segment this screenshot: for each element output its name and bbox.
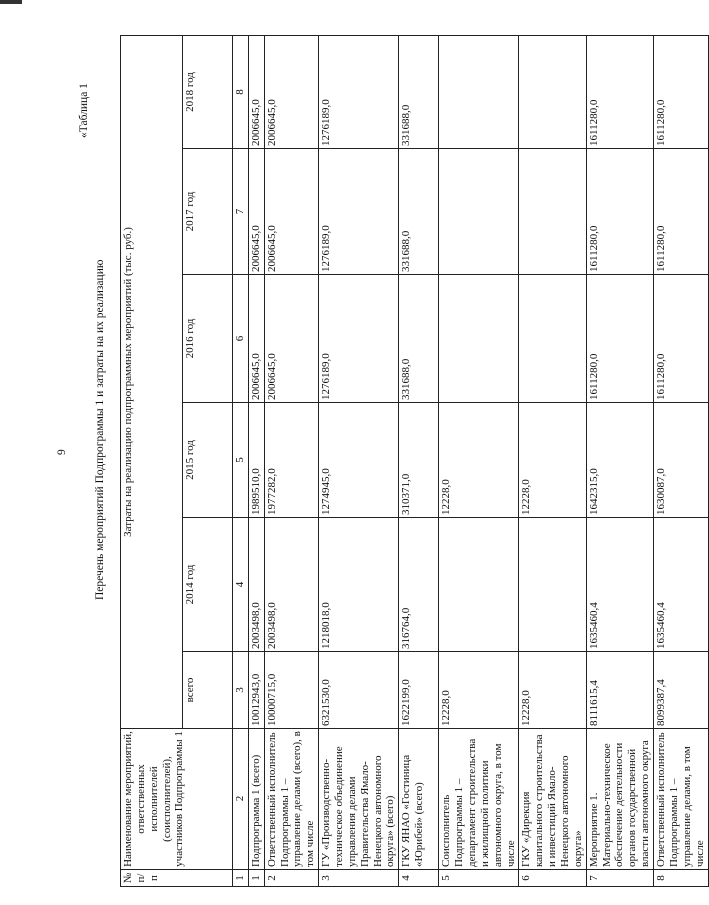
row-2014: 316764,0: [399, 518, 439, 652]
row-2018: 2006645,0: [264, 35, 318, 148]
row-2014: 2003498,0: [264, 518, 318, 652]
row-2014: 1635460,4: [654, 518, 708, 652]
row-2017: [439, 149, 519, 275]
row-2015: 310371,0: [399, 403, 439, 518]
row-2018: [519, 35, 586, 148]
row-no: 4: [399, 870, 439, 887]
table-row: [439, 35, 519, 886]
row-name: Подпрограмма 1 (всего): [248, 729, 264, 870]
row-no: 3: [319, 870, 399, 887]
row-no: 8: [654, 870, 708, 887]
header-total: всего: [183, 652, 233, 729]
table-row: [264, 35, 318, 886]
row-name: ГУ «Производственно-техническое объединение управления делами Правительства Ямало-Ненецкого автономного округа» (всего): [319, 729, 399, 870]
row-2015: 1630087,0: [654, 403, 708, 518]
header-name: Наименование мероприятий, ответственных исполнителей (соисполнителей), участников Подпрограммы 1: [121, 729, 233, 870]
column-number: 6: [233, 275, 249, 403]
header-costs-group: Затраты на реализацию подпрограммных мероприятий (тыс. руб.): [121, 35, 183, 728]
row-2017: 1611280,0: [586, 149, 653, 275]
row-2015: 1977282,0: [264, 403, 318, 518]
row-2015: 1274945,0: [319, 403, 399, 518]
header-2015: 2015 год: [183, 403, 233, 518]
measures-table: [120, 35, 709, 887]
row-total: 12228,0: [439, 652, 519, 729]
row-2014: [519, 518, 586, 652]
row-total: 1622199,0: [399, 652, 439, 729]
row-total: 6321530,0: [319, 652, 399, 729]
column-number: 1: [233, 870, 249, 887]
row-2016: 1611280,0: [586, 275, 653, 403]
row-2017: 2006645,0: [264, 149, 318, 275]
row-no: 1: [248, 870, 264, 887]
row-name: Ответственный исполнитель Подпрограммы 1 – управление делами (всего), в том числе: [264, 729, 318, 870]
row-2014: 1635460,4: [586, 518, 653, 652]
row-2017: [519, 149, 586, 275]
row-name: Соисполнитель Подпрограммы 1 – департамент строительства и жилищной политики автономного округа, в том числе: [439, 729, 519, 870]
table-row: [519, 35, 586, 886]
table-title: Перечень мероприятий Подпрограммы 1 и затраты на их реализацию: [94, 259, 106, 600]
table-row: [319, 35, 399, 886]
column-number: 8: [233, 35, 249, 148]
row-no: 6: [519, 870, 586, 887]
header-2017: 2017 год: [183, 149, 233, 275]
column-number: 2: [233, 729, 249, 870]
row-name: ГКУ ЯНАО «Гостиница «Юрибей» (всего): [399, 729, 439, 870]
row-no: 5: [439, 870, 519, 887]
row-2015: 1642315,0: [586, 403, 653, 518]
row-2015: 1989510,0: [248, 403, 264, 518]
table-row: [654, 35, 708, 886]
row-2018: 331688,0: [399, 35, 439, 148]
row-2016: [439, 275, 519, 403]
row-2018: 1611280,0: [586, 35, 653, 148]
header-2014: 2014 год: [183, 518, 233, 652]
row-2016: [519, 275, 586, 403]
row-2014: [439, 518, 519, 652]
table-label: «Таблица 1: [78, 83, 90, 138]
row-2016: 331688,0: [399, 275, 439, 403]
rotated-table-block: [120, 36, 706, 887]
row-2018: 2006645,0: [248, 35, 264, 148]
row-2016: 2006645,0: [248, 275, 264, 403]
header-2016: 2016 год: [183, 275, 233, 403]
row-total: 12228,0: [519, 652, 586, 729]
column-number-row: [233, 35, 249, 886]
row-2017: 331688,0: [399, 149, 439, 275]
row-name: ГКУ «Дирекция капитального строительства и инвестиций Ямало-Ненецкого автономного округа»: [519, 729, 586, 870]
row-2014: 2003498,0: [248, 518, 264, 652]
row-no: 2: [264, 870, 318, 887]
column-number: 4: [233, 518, 249, 652]
row-total: 8099387,4: [654, 652, 708, 729]
row-name: Мероприятие 1. Материально-техническое обеспечение деятельности органов государственной власти автономного округа: [586, 729, 653, 870]
row-2017: 2006645,0: [248, 149, 264, 275]
row-2014: 1218018,0: [319, 518, 399, 652]
header-no: № п/п: [121, 870, 233, 887]
row-no: 7: [586, 870, 653, 887]
row-2017: 1276189,0: [319, 149, 399, 275]
row-2018: [439, 35, 519, 148]
page-number: 9: [56, 449, 68, 455]
row-total: 10000715,0: [264, 652, 318, 729]
row-2017: 1611280,0: [654, 149, 708, 275]
row-2016: 2006645,0: [264, 275, 318, 403]
column-number: 3: [233, 652, 249, 729]
row-name: Ответственный исполнитель Подпрограммы 1 – управление делами, в том числе: [654, 729, 708, 870]
row-2018: 1276189,0: [319, 35, 399, 148]
scan-artifact: [0, 0, 22, 4]
table-row: [586, 35, 653, 886]
row-2016: 1611280,0: [654, 275, 708, 403]
header-2018: 2018 год: [183, 35, 233, 148]
row-2016: 1276189,0: [319, 275, 399, 403]
table-row: [248, 35, 264, 886]
row-2015: 12228,0: [519, 403, 586, 518]
column-number: 7: [233, 149, 249, 275]
row-2018: 1611280,0: [654, 35, 708, 148]
row-total: 8111615,4: [586, 652, 653, 729]
column-number: 5: [233, 403, 249, 518]
row-2015: 12228,0: [439, 403, 519, 518]
row-total: 10012943,0: [248, 652, 264, 729]
table-row: [399, 35, 439, 886]
